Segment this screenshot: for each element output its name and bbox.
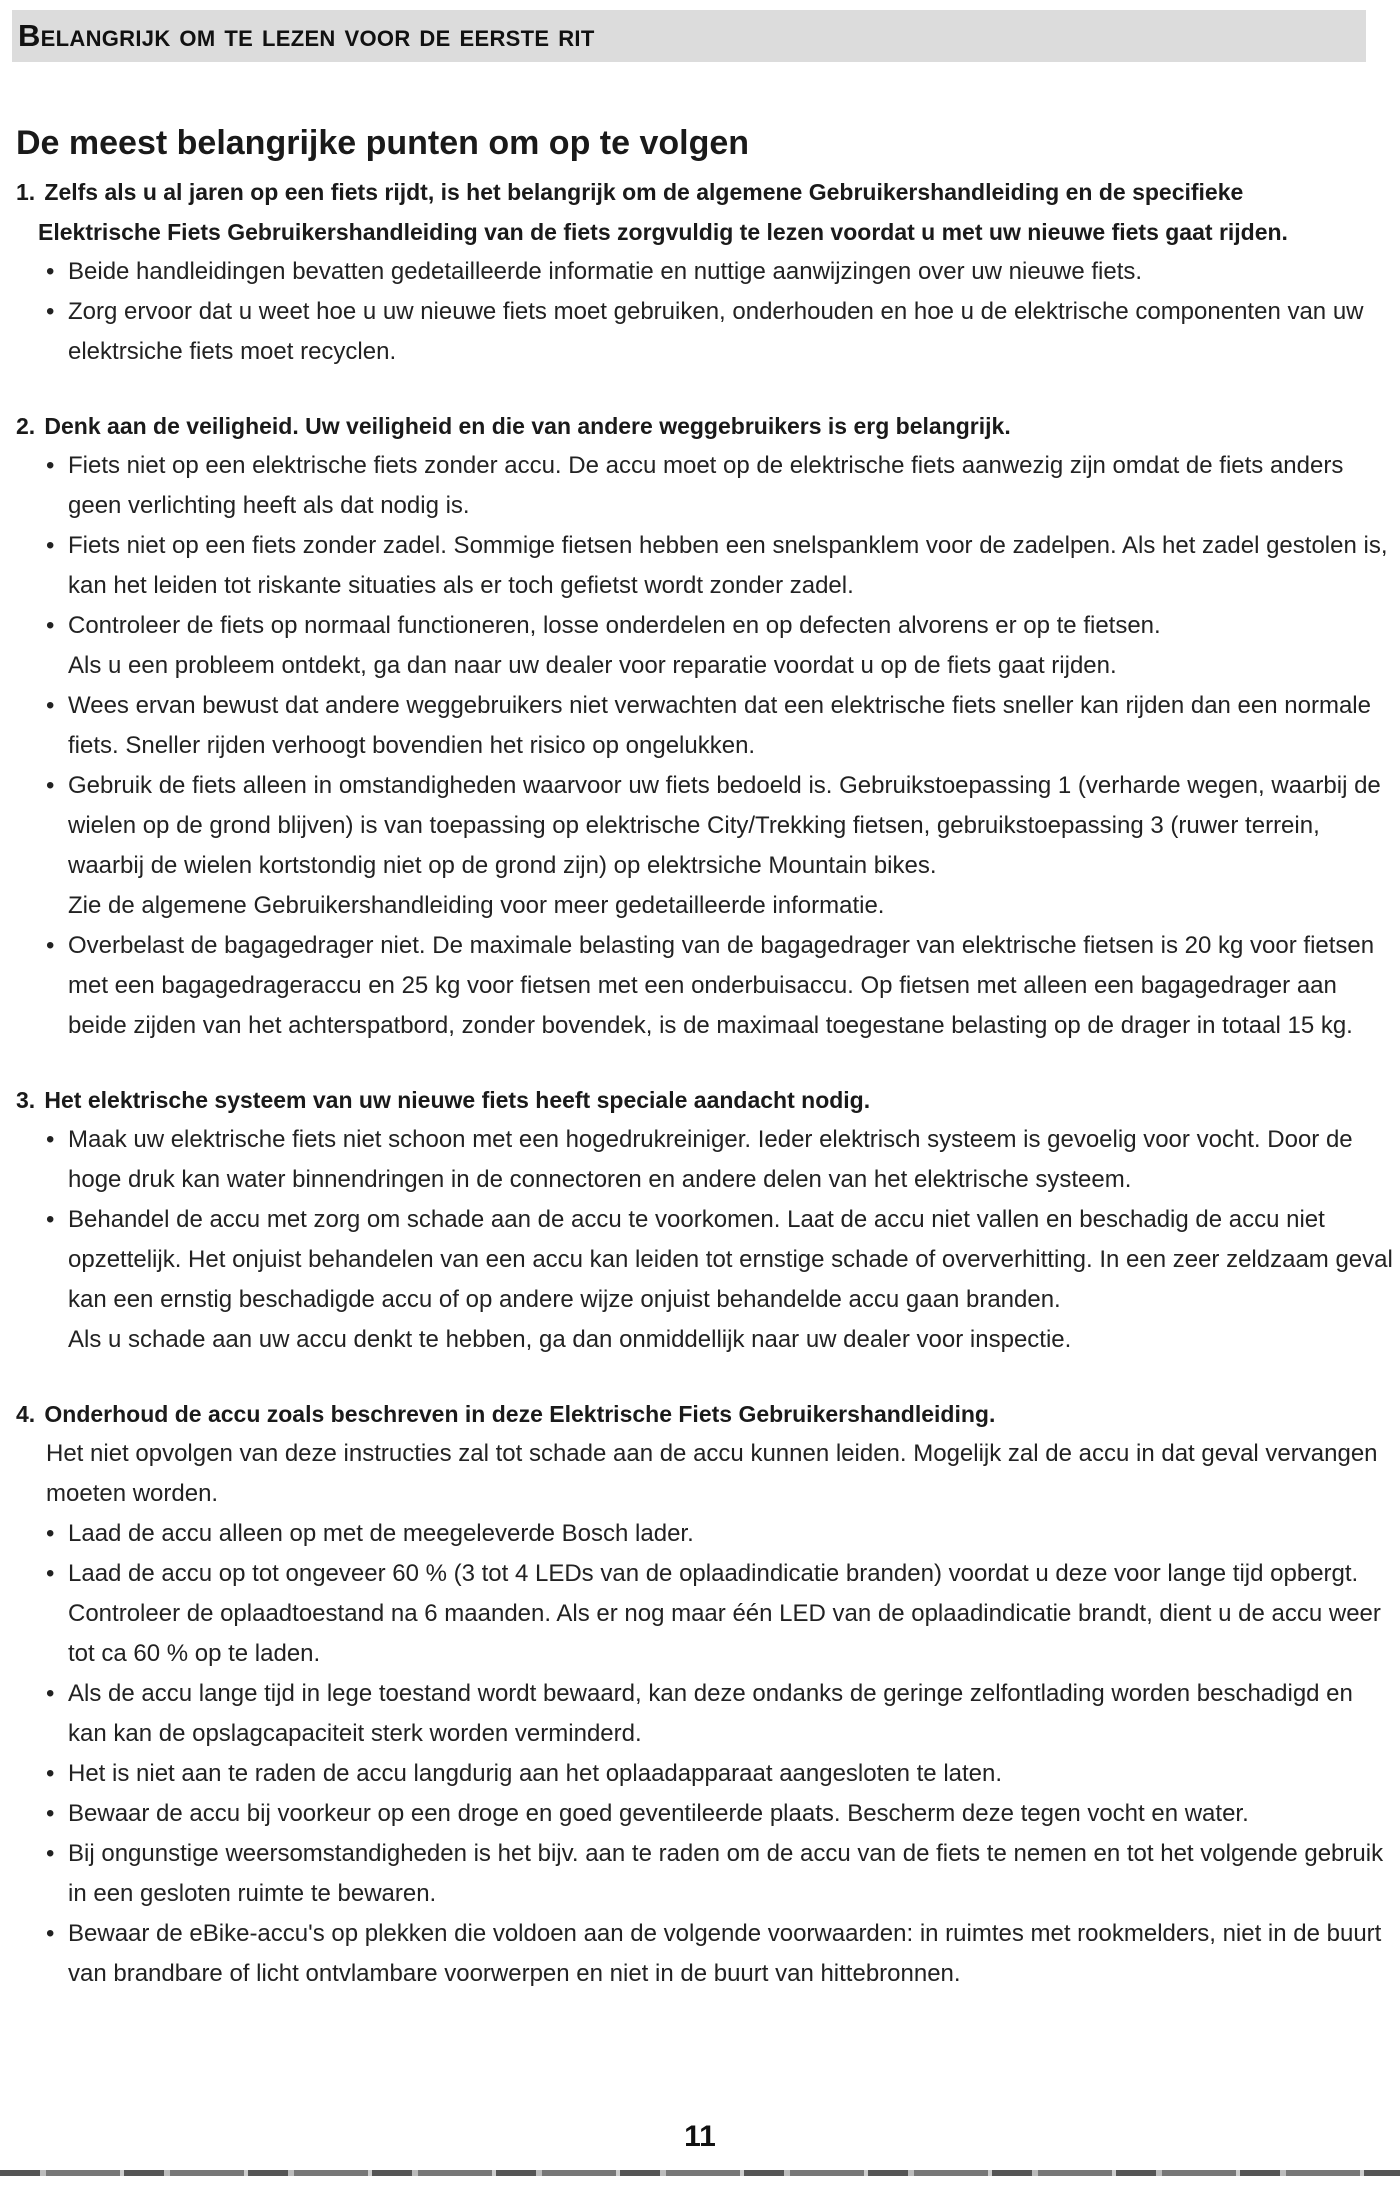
list-item bbox=[16, 292, 1396, 372]
section-intro: Het niet opvolgen van deze instructies zal tot schade aan de accu kunnen leiden. Mogelijk zal de accu in dat geval vervangen moeten worden. bbox=[46, 1440, 1378, 1507]
list-item bbox=[16, 926, 1396, 1046]
list-item-text: Het is niet aan te raden de accu langdurig aan het oplaadapparaat aangesloten te laten. bbox=[68, 1760, 1003, 1787]
list-item bbox=[16, 526, 1396, 606]
bullet-icon: • bbox=[46, 932, 55, 959]
list-item bbox=[16, 1200, 1396, 1360]
header-bar bbox=[12, 10, 1366, 62]
section-title bbox=[16, 1394, 1396, 1434]
list-item-text: Bewaar de eBike-accu's op plekken die voldoen aan de volgende voorwaarden: in ruimtes met rookmelders, niet in de buurt van brandbare of licht ontvlambare voorwerpen en niet in de buurt van hittebronnen. bbox=[68, 1920, 1382, 1987]
section-number: 1. bbox=[16, 179, 36, 205]
list-item-text: Bewaar de accu bij voorkeur op een droge en goed geventileerde plaats. Bescherm deze tegen vocht en water. bbox=[68, 1800, 1249, 1827]
list-item bbox=[16, 446, 1396, 526]
bullet-icon: • bbox=[46, 1840, 55, 1867]
section-1 bbox=[16, 172, 1396, 372]
bullet-list bbox=[16, 446, 1396, 1046]
bullet-icon: • bbox=[46, 1560, 55, 1587]
bullet-icon: • bbox=[46, 1920, 55, 1947]
header-title: Belangrijk om te lezen voor de eerste rit bbox=[18, 18, 595, 53]
list-item bbox=[16, 252, 1396, 292]
bullet-icon: • bbox=[46, 1126, 55, 1153]
list-item-text: Overbelast de bagagedrager niet. De maximale belasting van de bagagedrager van elektrische fietsen is 20 kg voor fietsen met een bagagedrageraccu en 25 kg voor fietsen met een onderbuisaccu. Op fietsen met alleen een bagagedrager aan beide zijden van het achterspatbord, zonder bovendek, is de maximaal toegestane belasting op de drager in totaal 15 kg. bbox=[68, 932, 1375, 1039]
bullet-icon: • bbox=[46, 1520, 55, 1547]
list-item bbox=[16, 1794, 1396, 1834]
section-title bbox=[16, 172, 1396, 252]
list-item-text: Laad de accu op tot ongeveer 60 % (3 tot 4 LEDs van de oplaadindicatie branden) voordat u deze voor lange tijd opbergt. Controleer de oplaadtoestand na 6 maanden. Als er nog maar één LED van de oplaadindicatie brandt, dient u de accu weer tot ca 60 % op te laden. bbox=[68, 1560, 1381, 1667]
sections-container bbox=[16, 172, 1396, 1994]
page-number: 11 bbox=[684, 2120, 716, 2153]
bullet-icon: • bbox=[46, 1800, 55, 1827]
section-2 bbox=[16, 406, 1396, 1046]
section-title-text: Het elektrische systeem van uw nieuwe fiets heeft speciale aandacht nodig. bbox=[44, 1087, 871, 1113]
bullet-list bbox=[16, 252, 1396, 372]
list-item bbox=[16, 1514, 1396, 1554]
bullet-icon: • bbox=[46, 1206, 55, 1233]
list-item bbox=[16, 606, 1396, 686]
section-title bbox=[16, 406, 1396, 446]
bullet-icon: • bbox=[46, 452, 55, 479]
section-number: 3. bbox=[16, 1087, 36, 1113]
bullet-icon: • bbox=[46, 772, 55, 799]
list-item bbox=[16, 1834, 1396, 1914]
bullet-icon: • bbox=[46, 692, 55, 719]
list-item-text: Als de accu lange tijd in lege toestand wordt bewaard, kan deze ondanks de geringe zelfontlading worden beschadigd en kan kan de opslagcapaciteit sterk worden verminderd. bbox=[68, 1680, 1353, 1747]
section-title-continuation: Elektrische Fiets Gebruikershandleiding van de fiets zorgvuldig te lezen voordat u met uw nieuwe fiets gaat rijden. bbox=[38, 219, 1288, 245]
list-item-extra-text: Zie de algemene Gebruikershandleiding voor meer gedetailleerde informatie. bbox=[68, 892, 885, 919]
bullet-list bbox=[16, 1120, 1396, 1360]
list-item-text: Bij ongunstige weersomstandigheden is het bijv. aan te raden om de accu van de fiets te nemen en tot het volgende gebruik in een gesloten ruimte te bewaren. bbox=[68, 1840, 1384, 1907]
list-item-text: Controleer de fiets op normaal functioneren, losse onderdelen en op defecten alvorens er op te fietsen. bbox=[68, 612, 1161, 639]
bullet-list bbox=[16, 1514, 1396, 1994]
section-title-text: Denk aan de veiligheid. Uw veiligheid en die van andere weggebruikers is erg belangrijk. bbox=[44, 413, 1011, 439]
section-3 bbox=[16, 1080, 1396, 1360]
list-item-text: Beide handleidingen bevatten gedetailleerde informatie en nuttige aanwijzingen over uw nieuwe fiets. bbox=[68, 258, 1143, 285]
bullet-icon: • bbox=[46, 1760, 55, 1787]
section-title bbox=[16, 1080, 1396, 1120]
list-item bbox=[16, 686, 1396, 766]
list-item bbox=[16, 1914, 1396, 1994]
section-number: 4. bbox=[16, 1401, 36, 1427]
section-title-text: Onderhoud de accu zoals beschreven in deze Elektrische Fiets Gebruikershandleiding. bbox=[44, 1401, 996, 1427]
footer-rule bbox=[0, 2170, 1400, 2176]
bullet-icon: • bbox=[46, 532, 55, 559]
list-item-extra-text: Als u schade aan uw accu denkt te hebben, ga dan onmiddellijk naar uw dealer voor inspectie. bbox=[68, 1326, 1072, 1353]
list-item-text: Gebruik de fiets alleen in omstandigheden waarvoor uw fiets bedoeld is. Gebruikstoepassing 1 (verharde wegen, waarbij de wielen op de grond blijven) is van toepassing op elektrische City/Trekking fietsen, gebruikstoepassing 3 (ruwer terrein, waarbij de wielen kortstondig niet op de grond zijn) op elektrsiche Mountain bikes. bbox=[68, 772, 1381, 879]
page-heading: De meest belangrijke punten om op te volgen bbox=[16, 124, 750, 162]
list-item-text: Fiets niet op een fiets zonder zadel. Sommige fietsen hebben een snelspanklem voor de zadelpen. Als het zadel gestolen is, kan het leiden tot riskante situaties als er toch gefietst wordt zonder zadel. bbox=[68, 532, 1388, 599]
section-4 bbox=[16, 1394, 1396, 1994]
list-item-text: Maak uw elektrische fiets niet schoon met een hogedrukreiniger. Ieder elektrisch systeem is gevoelig voor vocht. Door de hoge druk kan water binnendringen in de connectoren en andere delen van het elektrische systeem. bbox=[68, 1126, 1353, 1193]
bullet-icon: • bbox=[46, 298, 55, 325]
section-number: 2. bbox=[16, 413, 36, 439]
list-item-text: Zorg ervoor dat u weet hoe u uw nieuwe fiets moet gebruiken, onderhouden en hoe u de elektrische componenten van uw elektrsiche fiets moet recyclen. bbox=[68, 298, 1364, 365]
list-item-text: Fiets niet op een elektrische fiets zonder accu. De accu moet op de elektrische fiets aanwezig zijn omdat de fiets anders geen verlichting heeft als dat nodig is. bbox=[68, 452, 1344, 519]
list-item-text: Wees ervan bewust dat andere weggebruikers niet verwachten dat een elektrische fiets sneller kan rijden dan een normale fiets. Sneller rijden verhoogt bovendien het risico op ongelukken. bbox=[68, 692, 1371, 759]
section-title-text: Zelfs als u al jaren op een fiets rijdt, is het belangrijk om de algemene Gebruikershandleiding en de specifieke bbox=[44, 179, 1244, 205]
list-item bbox=[16, 1674, 1396, 1754]
bullet-icon: • bbox=[46, 612, 55, 639]
list-item-text: Behandel de accu met zorg om schade aan de accu te voorkomen. Laat de accu niet vallen en beschadig de accu niet opzettelijk. Het onjuist behandelen van een accu kan leiden tot ernstige schade of oververhitting. In een zeer zeldzaam geval kan een ernstig beschadigde accu of op andere wijze onjuist behandelde accu gaan branden. bbox=[68, 1206, 1393, 1313]
content bbox=[16, 122, 1396, 2028]
list-item bbox=[16, 1554, 1396, 1674]
list-item-extra-text: Als u een probleem ontdekt, ga dan naar uw dealer voor reparatie voordat u op de fiets gaat rijden. bbox=[68, 652, 1117, 679]
list-item bbox=[16, 1120, 1396, 1200]
bullet-icon: • bbox=[46, 258, 55, 285]
list-item bbox=[16, 766, 1396, 926]
bullet-icon: • bbox=[46, 1680, 55, 1707]
list-item-text: Laad de accu alleen op met de meegeleverde Bosch lader. bbox=[68, 1520, 694, 1547]
list-item bbox=[16, 1754, 1396, 1794]
